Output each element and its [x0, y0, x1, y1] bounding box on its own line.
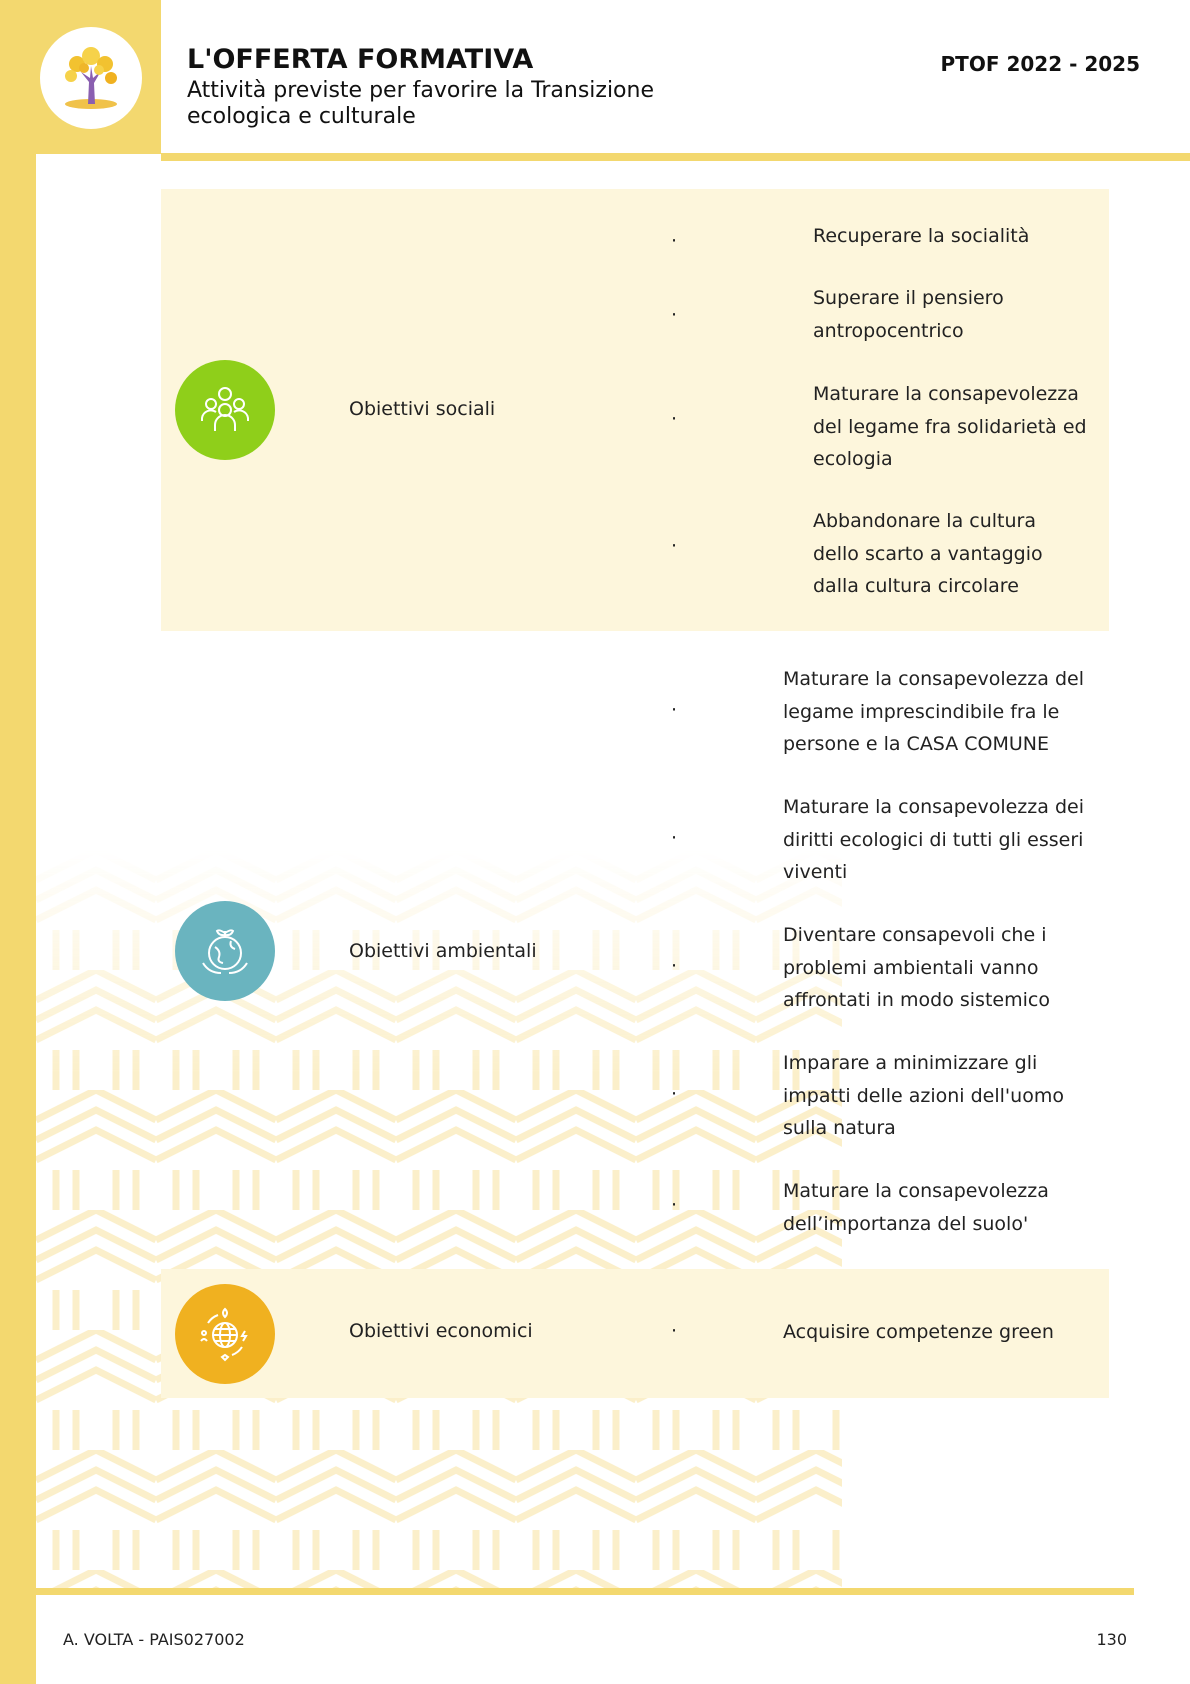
- page-subtitle: Attività previste per favorire la Transizione ecologica e culturale: [187, 78, 654, 129]
- footer-school-code: A. VOLTA - PAIS027002: [63, 1630, 245, 1649]
- list-item: Imparare a minimizzare gli impatti delle azioni dell'uomo sulla natura: [783, 1052, 1064, 1139]
- bullet: ·: [671, 1083, 678, 1105]
- row-label: Obiettivi ambientali: [349, 940, 537, 962]
- row-obiettivi-economici: [161, 1269, 1109, 1398]
- header-divider: [161, 153, 1190, 161]
- bullet: ·: [671, 408, 678, 430]
- page-title: L'OFFERTA FORMATIVA: [187, 44, 534, 75]
- bullet: ·: [671, 699, 678, 721]
- left-accent-bar: [0, 0, 36, 1684]
- tree-logo-icon: [51, 38, 131, 118]
- school-logo: [40, 27, 142, 129]
- bullet: ·: [671, 535, 678, 557]
- row-label: Obiettivi sociali: [349, 398, 496, 420]
- list-item: Superare il pensiero antropocentrico: [813, 287, 1004, 342]
- row-label: Obiettivi economici: [349, 1320, 533, 1342]
- list-item: Maturare la consapevolezza dell’importanza del suolo': [783, 1180, 1049, 1235]
- list-item: Acquisire competenze green: [783, 1321, 1054, 1343]
- page-number: 130: [1096, 1630, 1127, 1649]
- ptof-label: PTOF 2022 - 2025: [940, 52, 1140, 76]
- list-item: Diventare consapevoli che i problemi ambientali vanno affrontati in modo sistemico: [783, 924, 1050, 1011]
- bullet: ·: [671, 230, 678, 252]
- logo-block: [0, 0, 161, 154]
- footer-divider: [36, 1588, 1134, 1595]
- list-item: Abbandonare la cultura dello scarto a vantaggio dalla cultura circolare: [813, 510, 1043, 597]
- green-globe-icon: [175, 1284, 275, 1384]
- list-item: Recuperare la socialità: [813, 225, 1030, 247]
- row-obiettivi-sociali: [161, 189, 1109, 631]
- bullet: ·: [671, 1194, 678, 1216]
- bullet: ·: [671, 827, 678, 849]
- list-item: Maturare la consapevolezza del legame imprescindibile fra le persone e la CASA COMUNE: [783, 668, 1084, 755]
- row-obiettivi-ambientali: [161, 631, 1109, 1269]
- bullet: ·: [671, 304, 678, 326]
- earth-hands-icon: [175, 901, 275, 1001]
- bullet: ·: [671, 955, 678, 977]
- list-item: Maturare la consapevolezza del legame fra solidarietà ed ecologia: [813, 383, 1087, 470]
- people-group-icon: [175, 360, 275, 460]
- list-item: Maturare la consapevolezza dei diritti ecologici di tutti gli esseri viventi: [783, 796, 1084, 883]
- bullet: ·: [671, 1320, 678, 1342]
